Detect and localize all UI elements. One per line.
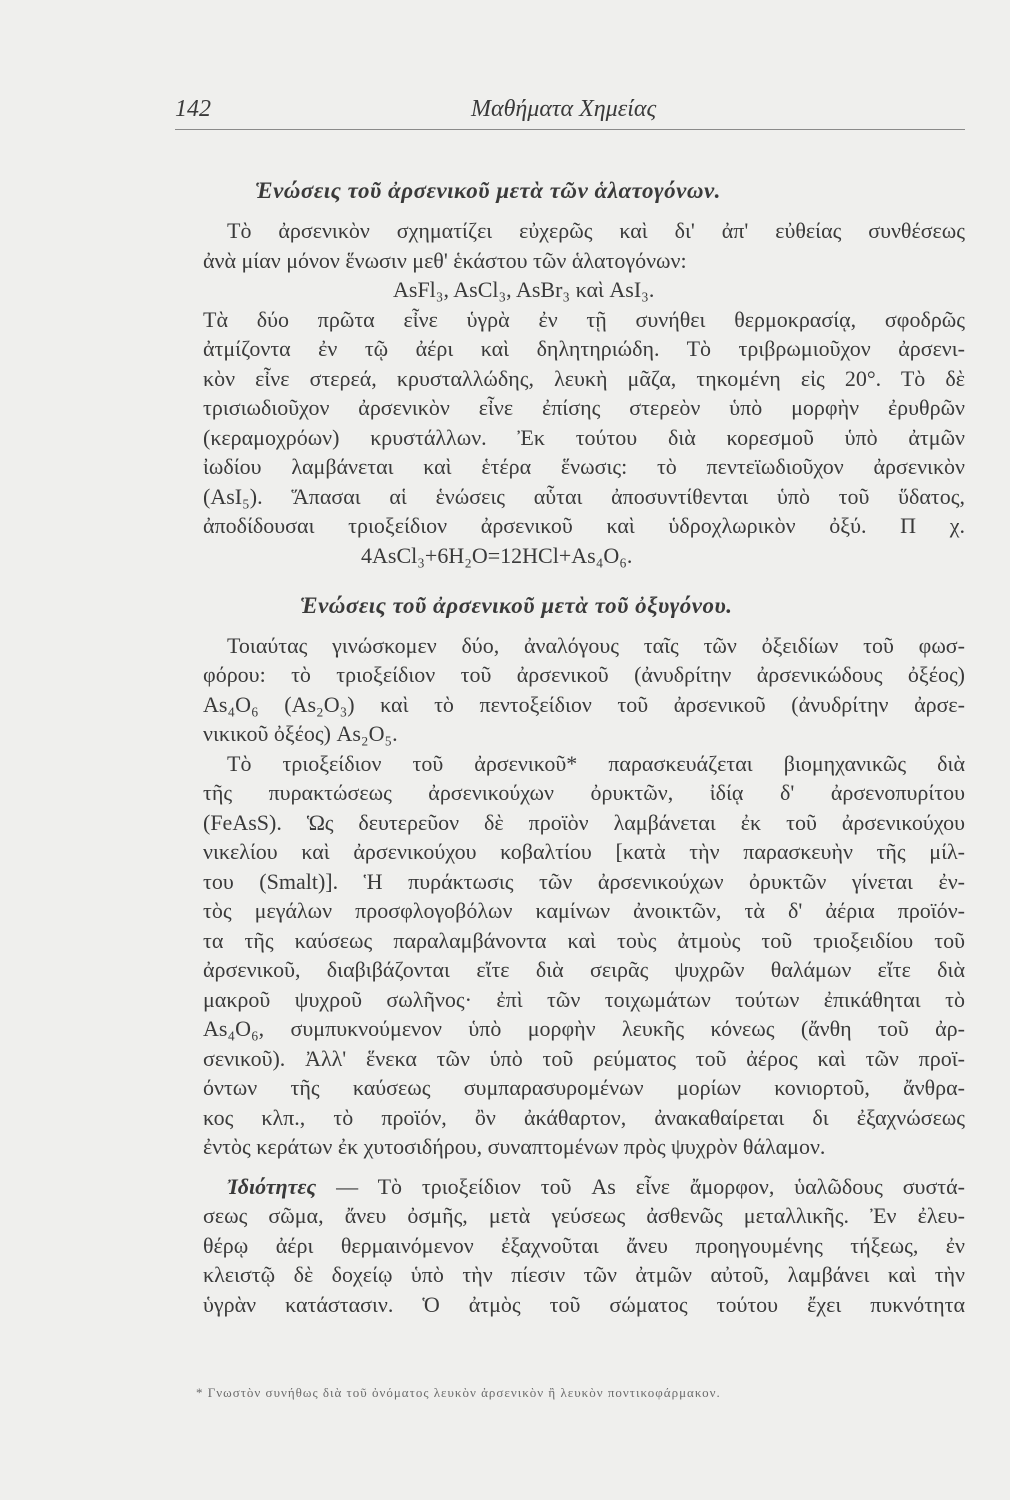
page-body xyxy=(203,178,965,1319)
footnote: * Γνωστὸν συνήθως διὰ τοῦ ὀνόματος λευκὸν ἀρσενικὸν ἢ λευκὸν ποντικοφάρμακον. xyxy=(196,1385,721,1400)
text-line: τα τῆς καύσεως παραλαμβάνοντα καὶ τοὺς ἀτμοὺς τοῦ τριοξειδίου τοῦ xyxy=(203,927,965,953)
text-line: όντων τῆς καύσεως συμπαρασυρομένων μορίων κονιορτοῦ, ἄνθρα- xyxy=(203,1075,965,1100)
text-line: Τὰ δύο πρῶτα εἶνε ὑγρὰ ἐν τῇ συνήθει θερμοκρασίᾳ, σφοδρῶς xyxy=(203,306,965,332)
text-line: σενικοῦ). Ἀλλ' ἕνεκα τῶν ὑπὸ τοῦ ρεύματος τοῦ ἀέρος καὶ τῶν προϊ- xyxy=(203,1045,965,1071)
text-line: τρισιωδιοῦχον ἀρσενικὸν εἶνε ἐπίσης στερεὸν ὑπὸ μορφὴν ἐρυθρῶν xyxy=(203,395,965,420)
text-line: ἀτμίζοντα ἐν τῷ ἀέρι καὶ δηλητηριώδη. Τὸ τριβρωμιοῦχον ἀρσενι- xyxy=(203,336,965,361)
section-heading-halogens: Ἑνώσεις τοῦ ἀρσενικοῦ μετὰ τῶν ἁλατογόνων. xyxy=(255,178,721,203)
running-title: Μαθήματα Χημείας xyxy=(471,96,657,122)
text-line: τὸς μεγάλων προσφλογοβόλων καμίνων ἀνοικτῶν, τὰ δ' ἀέρια προϊόν- xyxy=(203,898,965,923)
text-line: κὸν εἶνε στερεά, κρυσταλλώδης, λευκὴ μᾶζα, τηκομένη εἰς 20°. Τὸ δὲ xyxy=(203,365,965,391)
text-line: νικελίου καὶ ἀρσενικούχου κοβαλτίου [κατὰ τὴν παρασκευὴν τῆς μίλ- xyxy=(203,839,965,864)
text-line: ἀποδίδουσαι τριοξείδιον ἀρσενικοῦ καὶ ὑδροχλωρικὸν ὀξύ. Π χ. xyxy=(203,513,965,538)
properties-lead-text: — Τὸ τριοξείδιον τοῦ As εἶνε ἄμορφον, ὑαλῶδους συστά- xyxy=(336,1173,965,1199)
paragraph-properties xyxy=(203,1172,965,1320)
properties-label: Ἰδιότητες xyxy=(227,1173,317,1199)
paragraph-halogens xyxy=(203,216,965,573)
text-line: (κεραμοχρόων) κρυστάλλων. Ἐκ τούτου διὰ κορεσμοῦ ὑπὸ ἀτμῶν xyxy=(203,424,965,450)
text-line: ἀρσενικοῦ, διαβιβάζονται εἴτε διὰ σειρᾶς ψυχρῶν θαλάμων εἴτε διὰ xyxy=(203,957,965,982)
text-line: μακροῦ ψυχροῦ σωλῆνος· ἐπὶ τῶν τοιχωμάτων τούτων ἐπικάθηται τὸ xyxy=(203,986,965,1012)
text-line: Τὸ τριοξείδιον τοῦ ἀρσενικοῦ* παρασκευάζεται βιομηχανικῶς διὰ xyxy=(227,750,965,776)
formula-line: AsFl₃, AsCl₃, AsBr₃ καὶ AsI₃. xyxy=(393,277,655,302)
text-line: κλειστῷ δὲ δοχείῳ ὑπὸ τὴν πίεσιν τῶν ἀτμῶν αὐτοῦ, λαμβάνει καὶ τὴν xyxy=(203,1262,965,1287)
text-line: τῆς πυρακτώσεως ἀρσενικούχων ὀρυκτῶν, ἰδίᾳ δ' ἀρσενοπυρίτου xyxy=(203,780,965,805)
text-line-properties xyxy=(203,1172,965,1202)
text-line: As₄O₆ (As₂O₃) καὶ τὸ πεντοξείδιον τοῦ ἀρσενικοῦ (ἀνυδρίτην ἀρσε- xyxy=(203,691,965,717)
page-header xyxy=(175,96,965,126)
text-line: As₄O₆, συμπυκνούμενον ὑπὸ μορφὴν λευκῆς κόνεως (ἄνθη τοῦ ἀρ- xyxy=(203,1016,965,1041)
section-heading-oxygen: Ἑνώσεις τοῦ ἀρσενικοῦ μετὰ τοῦ ὀξυγόνου. xyxy=(300,592,733,618)
reaction-equation: 4AsCl₃+6H₂O=12HCl+As₄O₆. xyxy=(361,542,633,568)
text-line: Τὸ ἀρσενικὸν σχηματίζει εὐχερῶς καὶ δι' ἀπ' εὐθείας συνθέσεως xyxy=(227,218,965,243)
header-rule xyxy=(175,129,965,130)
text-line: ἐντὸς κεράτων ἐκ χυτοσιδήρου, συναπτομένων πρὸς ψυχρὸν θάλαμον. xyxy=(203,1134,826,1159)
text-line: νικικοῦ ὀξέος) As₂O₅. xyxy=(203,721,398,746)
paragraph-oxygen xyxy=(203,631,965,1162)
text-line: Τοιαύτας γινώσκομεν δύο, ἀναλόγους ταῖς τῶν ὀξειδίων τοῦ φωσ- xyxy=(227,632,965,658)
text-line: ἀνὰ μίαν μόνον ἕνωσιν μεθ' ἑκάστου τῶν ἁλατογόνων: xyxy=(203,247,687,273)
text-line: σεως σῶμα, ἄνευ ὀσμῆς, μετὰ γεύσεως ἀσθενῶς μεταλλικῆς. Ἐν ἐλευ- xyxy=(203,1203,965,1228)
text-line: φόρου: τὸ τριοξείδιον τοῦ ἀρσενικοῦ (ἀνυδρίτην ἀρσενικώδους ὀξέος) xyxy=(203,662,965,687)
text-line: ὑγρὰν κατάστασιν. Ὁ ἀτμὸς τοῦ σώματος τούτου ἔχει πυκνότητα xyxy=(203,1291,965,1317)
text-line: ἰωδίου λαμβάνεται καὶ ἑτέρα ἕνωσις: τὸ πεντεϊωδιοῦχον ἀρσενικὸν xyxy=(203,454,965,479)
text-line: θέρῳ ἀέρι θερμαινόμενον ἐξαχνοῦται ἄνευ προηγουμένης τήξεως, ἐν xyxy=(203,1232,965,1258)
section-gap xyxy=(203,1162,965,1172)
page-number: 142 xyxy=(175,96,211,122)
text-line: (FeAsS). Ὡς δευτερεῦον δὲ προϊὸν λαμβάνεται ἐκ τοῦ ἀρσενικούχου xyxy=(203,809,965,835)
text-line: του (Smalt)]. Ἡ πυράκτωσις τῶν ἀρσενικούχων ὀρυκτῶν γίνεται ἐν- xyxy=(203,868,965,894)
text-line: (AsI₅). Ἅπασαι αἱ ἑνώσεις αὗται ἀποσυντίθενται ὑπὸ τοῦ ὕδατος, xyxy=(203,483,965,509)
text-line: κος κλπ., τὸ προϊόν, ὂν ἀκάθαρτον, ἀνακαθαίρεται δι ἐξαχνώσεως xyxy=(203,1104,965,1130)
